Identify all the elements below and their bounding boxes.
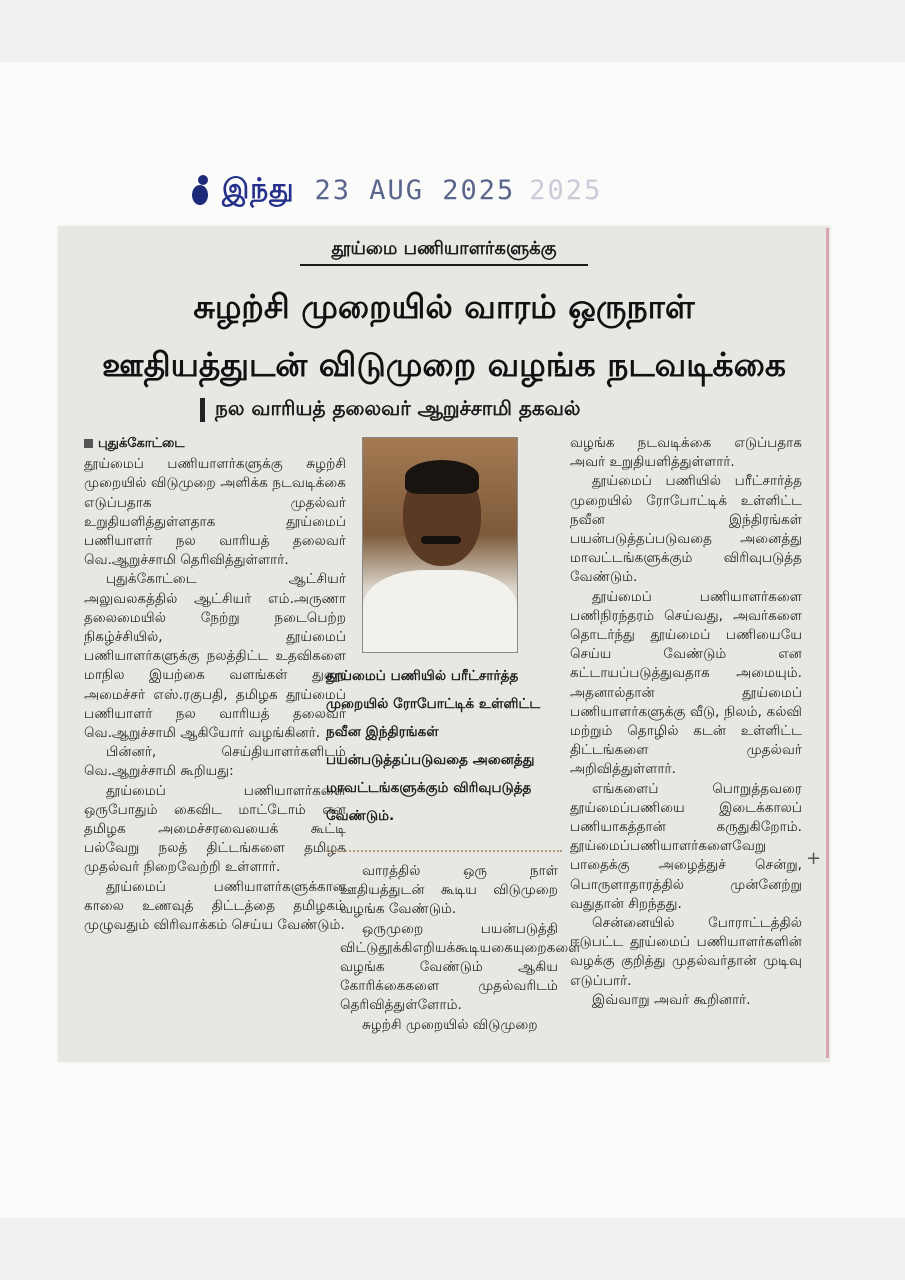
headline-line-1: சுழற்சி முறையில் வாரம் ஒருநாள் — [193, 287, 695, 326]
subhead-text: நல வாரியத் தலைவர் ஆறுச்சாமி தகவல் — [215, 396, 581, 420]
newspaper-logo-icon — [190, 175, 212, 205]
dateline — [84, 434, 346, 453]
photo-hair — [405, 460, 479, 494]
date-stamp-ghost: 2025 — [529, 174, 603, 206]
paragraph: தூய்மைப் பணியாளர்களுக்கான காலை உணவுத் திட்டத்தை தமிழகம் முழுவதும் விரிவாக்கம் செய்ய வேண்டும். — [84, 878, 346, 934]
newspaper-masthead — [190, 168, 602, 212]
photo-caption: தூய்மைப் பணியில் பரீட்சார்த்த முறையில் ரோபோட்டிக் உள்ளிட்ட நவீன இந்திரங்கள் பயன்படுத்தப்படுவதை அனைத்து மாவட்டங்களுக்கும் விரிவுபடுத்த வேண்டும். — [326, 668, 541, 824]
article-headline — [66, 278, 822, 394]
dateline-text: புதுக்கோட்டை — [98, 436, 185, 451]
clipping-edge — [826, 228, 829, 1058]
photo-moustache — [421, 536, 461, 544]
paragraph: சுழற்சி முறையில் விடுமுறை — [362, 1016, 538, 1033]
scan-bottom-margin — [0, 1218, 905, 1280]
paragraph: பின்னர், செய்தியாளர்களிடம் வெ.ஆறுச்சாமி கூறியது: — [84, 744, 346, 780]
paragraph: தூய்மைப் பணியாளர்களை பணிநிரந்தரம் செய்வது, அவர்களை தொடர்ந்து தூய்மைப் பணியையே செய்ய வேண்டும் என கட்டாயப்படுத்துவதாக அமையும். அதனால்தான் தூய்மைப் பணியாளர்களுக்கு வீடு, நிலம், கல்வி மற்றும் தொழில் கடன் உள்ளிட்ட திட்டங்களை முதல்வர் அறிவித்துள்ளார். — [570, 588, 802, 778]
paragraph: வழங்க நடவடிக்கை எடுப்பதாக அவர் உறுதியளித்துள்ளார். — [570, 435, 802, 471]
caption-divider — [326, 850, 562, 852]
paragraph: தூய்மைப் பணியில் பரீட்சார்த்த முறையில் ரோபோட்டிக் உள்ளிட்ட நவீன இந்திரங்கள் பயன்படுத்தப்படுவதை அனைத்து மாவட்டங்களுக்கும் விரிவுபடுத்த வேண்டும். — [570, 473, 802, 586]
photo-shirt — [363, 570, 517, 653]
article-kicker: தூய்மை பணியாளர்களுக்கு — [300, 238, 588, 266]
paragraph: புதுக்கோட்டை ஆட்சியர் அலுவலகத்தில் ஆட்சியர் எம்.அருணா தலைமையில் நேற்று நடைபெற்ற நிகழ்ச்சியில், தூய்மைப் பணியாளர்களுக்கு நலத்திட்ட உதவிகளை மாநில இயற்கை வளங்கள் துறை அமைச்சர் எஸ்.ரகுபதி, தமிழக தூய்மைப் பணியாளர் நல வாரியத் தலைவர் வெ.ஆறுச்சாமி ஆகியோர் வழங்கினர். — [84, 571, 346, 742]
paragraph: தூய்மைப் பணியாளர்களை ஒருபோதும் கைவிட மாட்டோம் என தமிழக அமைச்சரவையைக் கூட்டி பல்வேறு நலத் திட்டங்களை தமிழக முதல்வர் நிறைவேற்றி உள்ளார். — [84, 782, 346, 876]
article-subheadline — [200, 396, 740, 423]
paragraph: சென்னையில் போராட்டத்தில் ஈடுபட்ட தூய்மைப் பணியாளர்களின் வழக்கு குறித்து முதல்வர்தான் முடிவு எடுப்பார். — [570, 915, 802, 989]
dateline-square-icon — [84, 439, 93, 448]
article-column-3 — [570, 434, 802, 1010]
crop-mark-icon: + — [806, 848, 822, 869]
paragraph: இவ்வாறு அவர் கூறினார். — [592, 991, 751, 1008]
paragraph: தூய்மைப் பணியாளர்களுக்கு சுழற்சி முறையில் விடுமுறை அளிக்க நடவடிக்கை எடுப்பதாக முதல்வர் உறுதியளித்துள்ளதாக தூய்மைப் பணியாளர் நல வாரியத் தலைவர் வெ.ஆறுச்சாமி தெரிவித்துள்ளார். — [84, 456, 346, 569]
date-stamp: 23 AUG 2025 — [314, 174, 516, 206]
article-column-2 — [340, 862, 581, 1035]
headline-line-2: ஊதியத்துடன் விடுமுறை வழங்க நடவடிக்கை — [102, 345, 786, 384]
scan-top-margin — [0, 0, 905, 62]
newspaper-logo-text: இந்து — [222, 171, 295, 205]
paragraph: வாரத்தில் ஒரு நாள் ஊதியத்துடன் கூடிய விடுமுறை வழங்க வேண்டும். — [340, 863, 558, 918]
article-column-1 — [84, 434, 346, 935]
subhead-bar — [200, 398, 205, 422]
person-photo — [362, 437, 518, 653]
paragraph: ஒருமுறை பயன்படுத்தி விட்டுதூக்கிஎறியக்கூடியகையுறைகளை வழங்க வேண்டும் ஆகிய கோரிக்கைகளை முதல்வரிடம் தெரிவித்துள்ளோம். — [340, 920, 581, 1014]
paragraph: எங்களைப் பொறுத்தவரை தூய்மைப்பணியை இடைக்காலப் பணியாகத்தான் கருதுகிறோம். தூய்மைப்பணியாளர்களைவேறு பாதைக்கு அழைத்துச் சென்று, பொருளாதாரத்தில் முன்னேற்று வதுதான் சிறந்தது. — [570, 780, 802, 912]
